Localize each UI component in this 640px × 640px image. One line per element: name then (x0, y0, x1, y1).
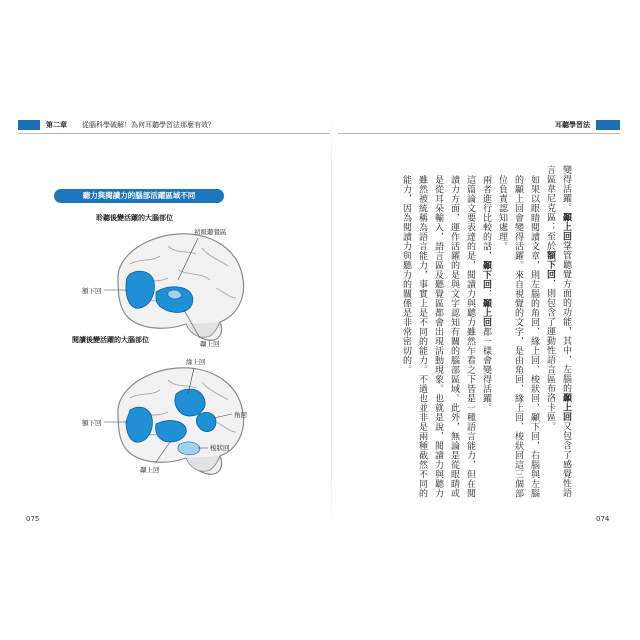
label-inferior-frontal-bottom: 額下回 (82, 419, 102, 427)
page-number-right: 074 (596, 515, 610, 523)
caption-reading: 閱讀後變活躍的大腦部位 (72, 336, 149, 344)
paragraph-4: 這篇論文要表達的是，閱讀力與聽力雖然乍看之下皆是一種語言能力，但在閱讀力方面，運作活躍的是與文字認知有關的腦部區域。此外，無論是從眼睛或是從耳朵輸入，語言區及聽覺區都會出現活動現象。也就是說，閱讀力與聽力雖然被統稱為語言能力，事實上是不同的能力。不過也並非是兩種截然不同的能力，因為閱讀力與聽力的關係是非常密切的。 (401, 175, 475, 498)
label-superior-temporal-bottom: 顳上回 (140, 466, 160, 474)
header-rule (18, 133, 330, 134)
header-rule (338, 133, 620, 134)
chapter-badge (18, 120, 40, 130)
brain-reading (82, 357, 248, 474)
label-superior-temporal-top: 顳上回 (200, 340, 220, 348)
figure-banner: 聽力與閱讀力的腦部活躍區域不同 (54, 189, 224, 203)
paragraph-2: 如果以眼睛閱讀文章，則左腦的角回、緣上回、梭狀回、顳下回，右腦與左腦的顳上回會變得活躍。來自視覺的文字，是由角回、緣上回、梭狀回這三個部位負責認知處理。 (497, 175, 539, 498)
brain-diagrams (60, 218, 270, 478)
book-title-badge (596, 120, 620, 130)
label-primary-auditory: 初級聽覺區 (194, 228, 227, 236)
label-fusiform: 梭狀回 (210, 444, 230, 452)
brain-listening (82, 227, 244, 348)
paragraph-1: 變得活躍。顳上回掌管聽覺方面的功能，其中，左腦的顳上回又包含了感覺性語言區韋尼克區；至於額下回，則包含了運動性語言區布洛卡區。 (545, 165, 571, 498)
book-title: 耳聽學習法 (555, 121, 590, 129)
body-text (352, 165, 574, 505)
label-supramarginal: 緣上回 (186, 358, 206, 366)
caption-listening: 聆聽後變活躍的大腦部位 (96, 214, 173, 222)
paragraph-3: 兩者進行比較的話，顳下回、顳上回都一樣會變得活躍。 (481, 175, 491, 413)
left-page-header (18, 118, 330, 132)
right-page-header (338, 118, 620, 132)
page-number-left: 075 (26, 515, 40, 523)
label-angular: 角回 (234, 411, 247, 419)
chapter-number: 第二章 (46, 121, 67, 129)
label-inferior-frontal-top: 額下回 (82, 287, 102, 295)
chapter-title: 從腦科學破解！為何耳聽學習法那麼有效？ (82, 121, 215, 129)
page-gutter (331, 112, 332, 532)
